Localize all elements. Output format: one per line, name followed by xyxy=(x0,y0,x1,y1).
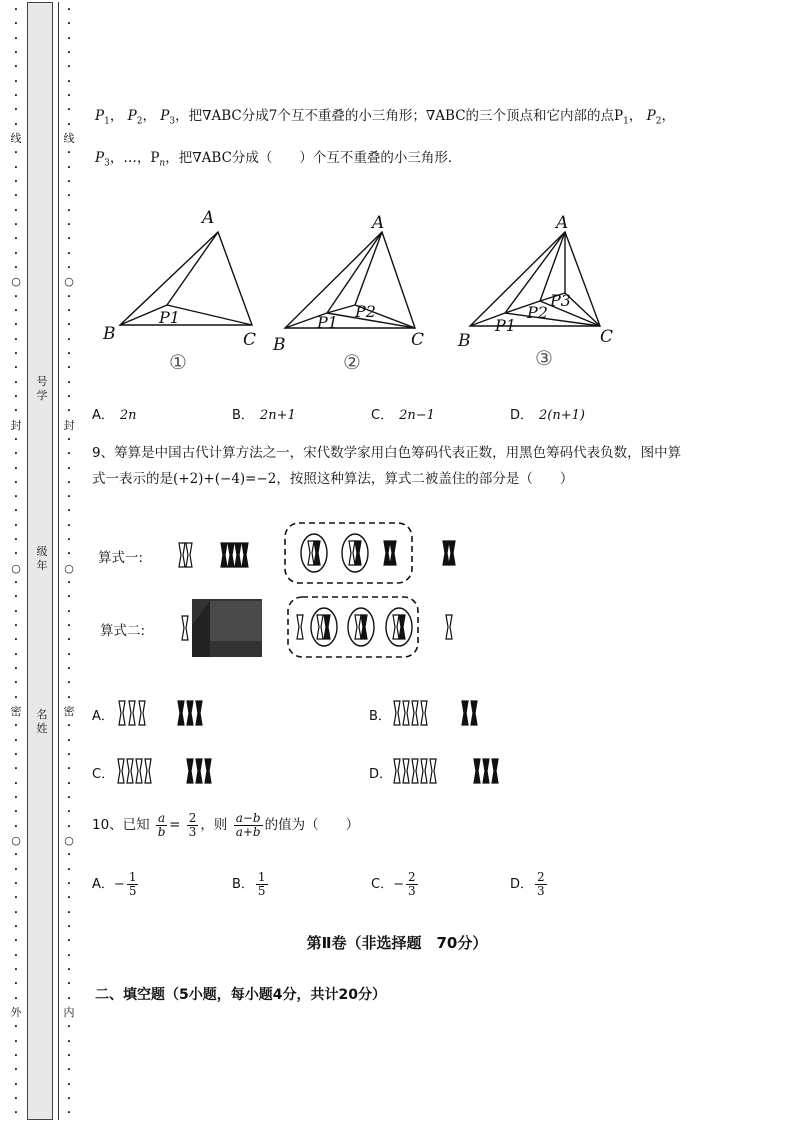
gutter-dot: • xyxy=(13,120,19,129)
q9-line2: 式一表示的是(+2)+(−4)=−2，按照这种算法，算式二被盖住的部分是（ ） xyxy=(92,471,574,487)
fig2-label-A: A xyxy=(372,213,385,233)
gutter-dot: • xyxy=(66,650,72,659)
gutter-dot: • xyxy=(13,880,19,889)
fig2-label-C: C xyxy=(411,330,425,350)
gutter-dot: • xyxy=(13,435,19,444)
gutter-dot: • xyxy=(66,521,72,530)
gutter-dot: • xyxy=(66,765,72,774)
q9-option-c-rods xyxy=(112,756,222,786)
gutter-mark: ○ xyxy=(11,561,21,575)
gutter-dot: • xyxy=(13,650,19,659)
gutter-dot: • xyxy=(66,220,72,229)
gutter-mark: 密 xyxy=(10,705,22,719)
fig1-label-A: A xyxy=(202,208,215,228)
gutter-dot: • xyxy=(66,48,72,57)
gutter-dot: • xyxy=(13,450,19,459)
gutter-dot: • xyxy=(13,751,19,760)
gutter-mark: 密 xyxy=(63,705,75,719)
label-student-number: 号学 xyxy=(36,375,48,402)
gutter-dot: • xyxy=(66,249,72,258)
q9-option-b-rods xyxy=(389,698,489,728)
fig2-number: ② xyxy=(343,350,361,374)
gutter-dot: • xyxy=(66,1066,72,1075)
gutter-dot: • xyxy=(13,908,19,917)
q9-option-a[interactable]: A． xyxy=(92,709,114,724)
gutter-dot: • xyxy=(13,1066,19,1075)
gutter-dot: • xyxy=(66,34,72,43)
gutter-dot: • xyxy=(13,177,19,186)
gutter-dot: • xyxy=(66,579,72,588)
gutter-dot: • xyxy=(13,923,19,931)
gutter-dot: • xyxy=(66,392,72,401)
gutter-dot: • xyxy=(66,1037,72,1046)
gutter-dot: • xyxy=(66,779,72,788)
q9-option-a-rods xyxy=(112,698,212,728)
gutter-dot: • xyxy=(13,206,19,215)
gutter-dot: • xyxy=(13,1094,19,1103)
q8-line1: $P_1$， $P_2$， $P_3$，把∇ABC分成7个互不重叠的小三角形；∇ABC的三个顶点和它内部的点$P_1$， $P_2$， xyxy=(95,108,675,127)
q8-option-c[interactable]: C． 2n−1 xyxy=(371,408,435,423)
gutter-dot: • xyxy=(66,263,72,272)
fig1-label-P1: P1 xyxy=(159,308,180,327)
gutter-dot: • xyxy=(66,736,72,745)
gutter-dot: • xyxy=(66,965,72,974)
gutter-dot: • xyxy=(13,822,19,831)
label-name: 名姓 xyxy=(36,708,48,735)
gutter-dot: • xyxy=(13,77,19,86)
gutter-dot: • xyxy=(66,120,72,129)
gutter-dot: • xyxy=(66,235,72,244)
gutter-dot: • xyxy=(66,937,72,946)
fig3-label-P1: P1 xyxy=(495,316,516,335)
gutter-dot: • xyxy=(13,951,19,960)
q9-line1: 9、筹算是中国古代计算方法之一，宋代数学家用白色筹码代表正数，用黑色筹码代表负数，图中算 xyxy=(92,445,682,461)
binding-gutter xyxy=(0,0,82,1123)
gutter-dot: • xyxy=(13,263,19,272)
gutter-dot: • xyxy=(66,636,72,645)
gutter-dot: • xyxy=(66,20,72,29)
gutter-dot: • xyxy=(66,1023,72,1032)
q9-option-b[interactable]: B． xyxy=(369,709,391,724)
gutter-dot: • xyxy=(66,1094,72,1103)
gutter-dot: • xyxy=(13,965,19,974)
fig2-label-P1: P1 xyxy=(317,313,338,332)
fig1-label-B: B xyxy=(103,324,116,344)
gutter-mark: 封 xyxy=(63,418,75,432)
gutter-dot: • xyxy=(13,994,19,1003)
gutter-mark: ○ xyxy=(11,834,21,848)
q9-option-d-rods xyxy=(389,756,509,786)
gutter-dot: • xyxy=(13,392,19,401)
gutter-dot: • xyxy=(66,364,72,373)
gutter-dot: • xyxy=(66,321,72,330)
gutter-dot: • xyxy=(66,478,72,487)
gutter-dot: • xyxy=(13,865,19,874)
gutter-dot: • xyxy=(13,106,19,115)
gutter-dot: • xyxy=(66,722,72,731)
gutter-dot: • xyxy=(13,550,19,559)
gutter-dot: • xyxy=(13,20,19,29)
gutter-dot: • xyxy=(13,1023,19,1032)
gutter-dot: • xyxy=(66,622,72,631)
gutter-dot: • xyxy=(66,1109,72,1118)
gutter-dot: • xyxy=(66,149,72,158)
q8-option-a[interactable]: A． 2n xyxy=(92,408,137,423)
q10-stem: 10、已知 $\frac{a}{b}$ = $\frac{2}{3}$ ，则 $\frac{a-b}{a+b}$ 的值为（ ） xyxy=(92,810,360,839)
gutter-dot: • xyxy=(66,507,72,516)
gutter-dot: • xyxy=(13,321,19,330)
q10-option-b[interactable]: B． $\frac{1}{5}$ xyxy=(232,870,266,898)
q10-option-a[interactable]: A．− $\frac{1}{5}$ xyxy=(92,870,137,898)
gutter-dot: • xyxy=(13,736,19,745)
gutter-mark: ○ xyxy=(11,275,21,289)
section-title: 第Ⅱ卷（非选择题 70分） xyxy=(306,934,488,952)
gutter-dot: • xyxy=(66,77,72,86)
gutter-dot: • xyxy=(13,607,19,616)
gutter-dot: • xyxy=(13,622,19,631)
gutter-dot: • xyxy=(13,378,19,387)
gutter-dot: • xyxy=(13,937,19,946)
fig2-label-P2: P2 xyxy=(355,302,376,321)
gutter-dot: • xyxy=(13,235,19,244)
gutter-dot: • xyxy=(13,579,19,588)
fig2-label-B: B xyxy=(273,335,286,355)
q10-option-c[interactable]: C．− $\frac{2}{3}$ xyxy=(371,870,416,898)
gutter-dot: • xyxy=(66,822,72,831)
gutter-dot: • xyxy=(13,292,19,301)
gutter-dot: • xyxy=(13,220,19,229)
gutter-dot: • xyxy=(66,980,72,989)
q8-option-d[interactable]: D． 2(n+1) xyxy=(510,408,585,423)
gutter-dot: • xyxy=(66,894,72,903)
gutter-dot: • xyxy=(13,249,19,258)
gutter-mark: ○ xyxy=(64,275,74,289)
gutter-dot: • xyxy=(66,464,72,473)
gutter-dot: • xyxy=(13,163,19,172)
gutter-mark: 线 xyxy=(63,131,75,145)
gutter-dot: • xyxy=(13,1037,19,1046)
gutter-dot: • xyxy=(66,693,72,702)
gutter-dot: • xyxy=(66,306,72,315)
q9-option-d[interactable]: D． xyxy=(369,767,393,782)
section-subtitle: 二、填空题（5小题，每小题4分，共计20分） xyxy=(95,987,386,1003)
gutter-dot: • xyxy=(13,536,19,545)
fig3-label-P3: P3 xyxy=(550,291,571,310)
label-class: 级年 xyxy=(36,545,48,572)
gutter-dot: • xyxy=(13,507,19,516)
gutter-dot: • xyxy=(66,493,72,502)
fig3-number: ③ xyxy=(535,346,553,370)
fig1-label-C: C xyxy=(243,330,257,350)
gutter-dot: • xyxy=(13,1051,19,1060)
fig3-label-B: B xyxy=(458,331,471,351)
gutter-dot: • xyxy=(13,48,19,57)
gutter-dot: • xyxy=(66,206,72,215)
gutter-dot: • xyxy=(13,91,19,100)
fig1-number: ① xyxy=(169,350,187,374)
q8-option-b[interactable]: B． 2n+1 xyxy=(232,408,296,423)
gutter-dot: • xyxy=(66,679,72,688)
gutter-dot: • xyxy=(66,6,72,14)
gutter-dot: • xyxy=(66,63,72,72)
gutter-dot: • xyxy=(66,378,72,387)
gutter-dot: • xyxy=(13,779,19,788)
q9-formula2-label: 算式二: xyxy=(100,623,146,639)
gutter-mark: 封 xyxy=(10,418,22,432)
gutter-dot: • xyxy=(66,91,72,100)
gutter-mark: ○ xyxy=(64,561,74,575)
gutter-dot: • xyxy=(66,607,72,616)
gutter-dot: • xyxy=(13,636,19,645)
q10-option-d[interactable]: D． $\frac{2}{3}$ xyxy=(510,870,545,898)
gutter-dot: • xyxy=(66,335,72,344)
gutter-dot: • xyxy=(66,751,72,760)
gutter-dot: • xyxy=(13,1109,19,1118)
gutter-mark: ○ xyxy=(64,834,74,848)
gutter-dot: • xyxy=(66,192,72,201)
gutter-dot: • xyxy=(66,163,72,172)
gutter-dot: • xyxy=(13,149,19,158)
gutter-dot: • xyxy=(13,894,19,903)
gutter-dot: • xyxy=(66,808,72,817)
counting-rods-figure xyxy=(170,515,470,665)
gutter-dot: • xyxy=(13,722,19,731)
gutter-dot: • xyxy=(66,349,72,358)
gutter-dot: • xyxy=(13,306,19,315)
gutter-dot: • xyxy=(66,292,72,301)
gutter-dot: • xyxy=(66,851,72,860)
q9-option-c[interactable]: C． xyxy=(92,767,115,782)
gutter-dot: • xyxy=(13,593,19,602)
gutter-dot: • xyxy=(13,665,19,674)
gutter-dot: • xyxy=(66,106,72,115)
gutter-dot: • xyxy=(66,550,72,559)
gutter-dot: • xyxy=(13,765,19,774)
gutter-dot: • xyxy=(13,407,19,416)
gutter-dot: • xyxy=(13,808,19,817)
gutter-mark: 外 xyxy=(10,1005,22,1019)
gutter-mark: 线 xyxy=(10,131,22,145)
gutter-dot: • xyxy=(13,679,19,688)
gutter-dot: • xyxy=(66,177,72,186)
gutter-dot: • xyxy=(66,994,72,1003)
gutter-dot: • xyxy=(13,464,19,473)
gutter-dot: • xyxy=(66,880,72,889)
gutter-dot: • xyxy=(66,923,72,931)
formula2-dashed-box xyxy=(288,597,418,657)
gutter-dot: • xyxy=(13,521,19,530)
gutter-dot: • xyxy=(13,6,19,14)
gutter-dot: • xyxy=(66,908,72,917)
gutter-dot: • xyxy=(13,693,19,702)
gutter-dot: • xyxy=(66,794,72,803)
gutter-dot: • xyxy=(66,407,72,416)
gutter-dot: • xyxy=(66,951,72,960)
gutter-dot: • xyxy=(66,1080,72,1089)
gutter-dot: • xyxy=(13,34,19,43)
q9-formula1-label: 算式一: xyxy=(98,550,144,566)
gutter-dot: • xyxy=(66,435,72,444)
gutter-dot: • xyxy=(13,478,19,487)
gutter-dot: • xyxy=(13,349,19,358)
gutter-dot: • xyxy=(66,665,72,674)
gutter-dot: • xyxy=(66,593,72,602)
gutter-dot: • xyxy=(13,1080,19,1089)
fig3-label-C: C xyxy=(600,327,614,347)
gutter-dot: • xyxy=(13,980,19,989)
gutter-dot: • xyxy=(66,1051,72,1060)
gutter-dot: • xyxy=(13,851,19,860)
fig3-label-P2: P2 xyxy=(527,303,548,322)
gutter-dot: • xyxy=(66,865,72,874)
gutter-dot: • xyxy=(13,493,19,502)
fig3-label-A: A xyxy=(556,213,569,233)
gutter-dot: • xyxy=(13,63,19,72)
gutter-dot: • xyxy=(13,364,19,373)
q8-line2: $P_3$，…，$P_n$，把∇ABC分成（ ）个互不重叠的小三角形． xyxy=(95,150,462,169)
triangle-figures xyxy=(95,205,635,375)
gutter-dot: • xyxy=(13,335,19,344)
gutter-dot: • xyxy=(13,192,19,201)
gutter-mark: 内 xyxy=(63,1005,75,1019)
gutter-dot: • xyxy=(13,794,19,803)
gutter-dot: • xyxy=(66,536,72,545)
gutter-dot: • xyxy=(66,450,72,459)
